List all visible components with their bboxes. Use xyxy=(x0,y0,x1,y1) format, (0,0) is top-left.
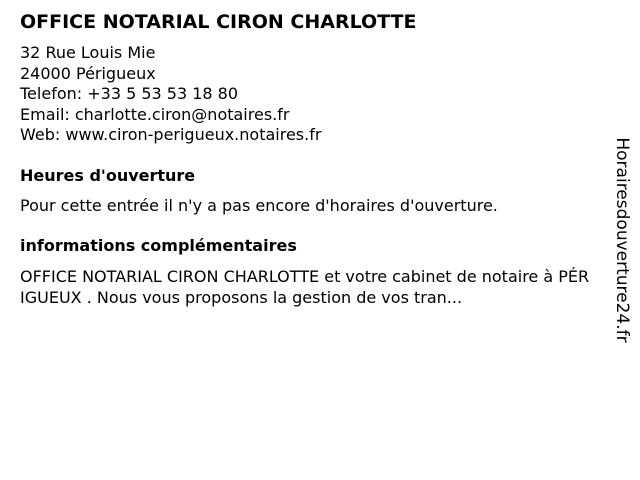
email-address: Email: charlotte.ciron@notaires.fr xyxy=(20,104,290,124)
office-title: OFFICE NOTARIAL CIRON CHARLOTTE xyxy=(20,11,417,33)
street-address: 32 Rue Louis Mie xyxy=(20,43,156,62)
opening-hours-text: Pour cette entrée il n'y a pas encore d'horaires d'ouverture. xyxy=(20,195,498,215)
website-address: Web: www.ciron-perigueux.notaires.fr xyxy=(20,125,322,144)
additional-info-text: OFFICE NOTARIAL CIRON CHARLOTTE et votre cabinet de notaire à PÉRIGUEUX . Nous vous proposons la gestion de vos tran... xyxy=(20,266,590,307)
opening-hours-heading: Heures d'ouverture xyxy=(20,165,196,185)
address-block xyxy=(20,43,590,146)
phone-number: Telefon: +33 5 53 53 18 80 xyxy=(20,84,239,103)
additional-info-heading: informations complémentaires xyxy=(20,235,297,255)
listing-card xyxy=(20,10,590,308)
site-watermark: Horairesdouverture24.fr xyxy=(612,137,632,343)
city-postal-code: 24000 Périgueux xyxy=(20,63,156,83)
